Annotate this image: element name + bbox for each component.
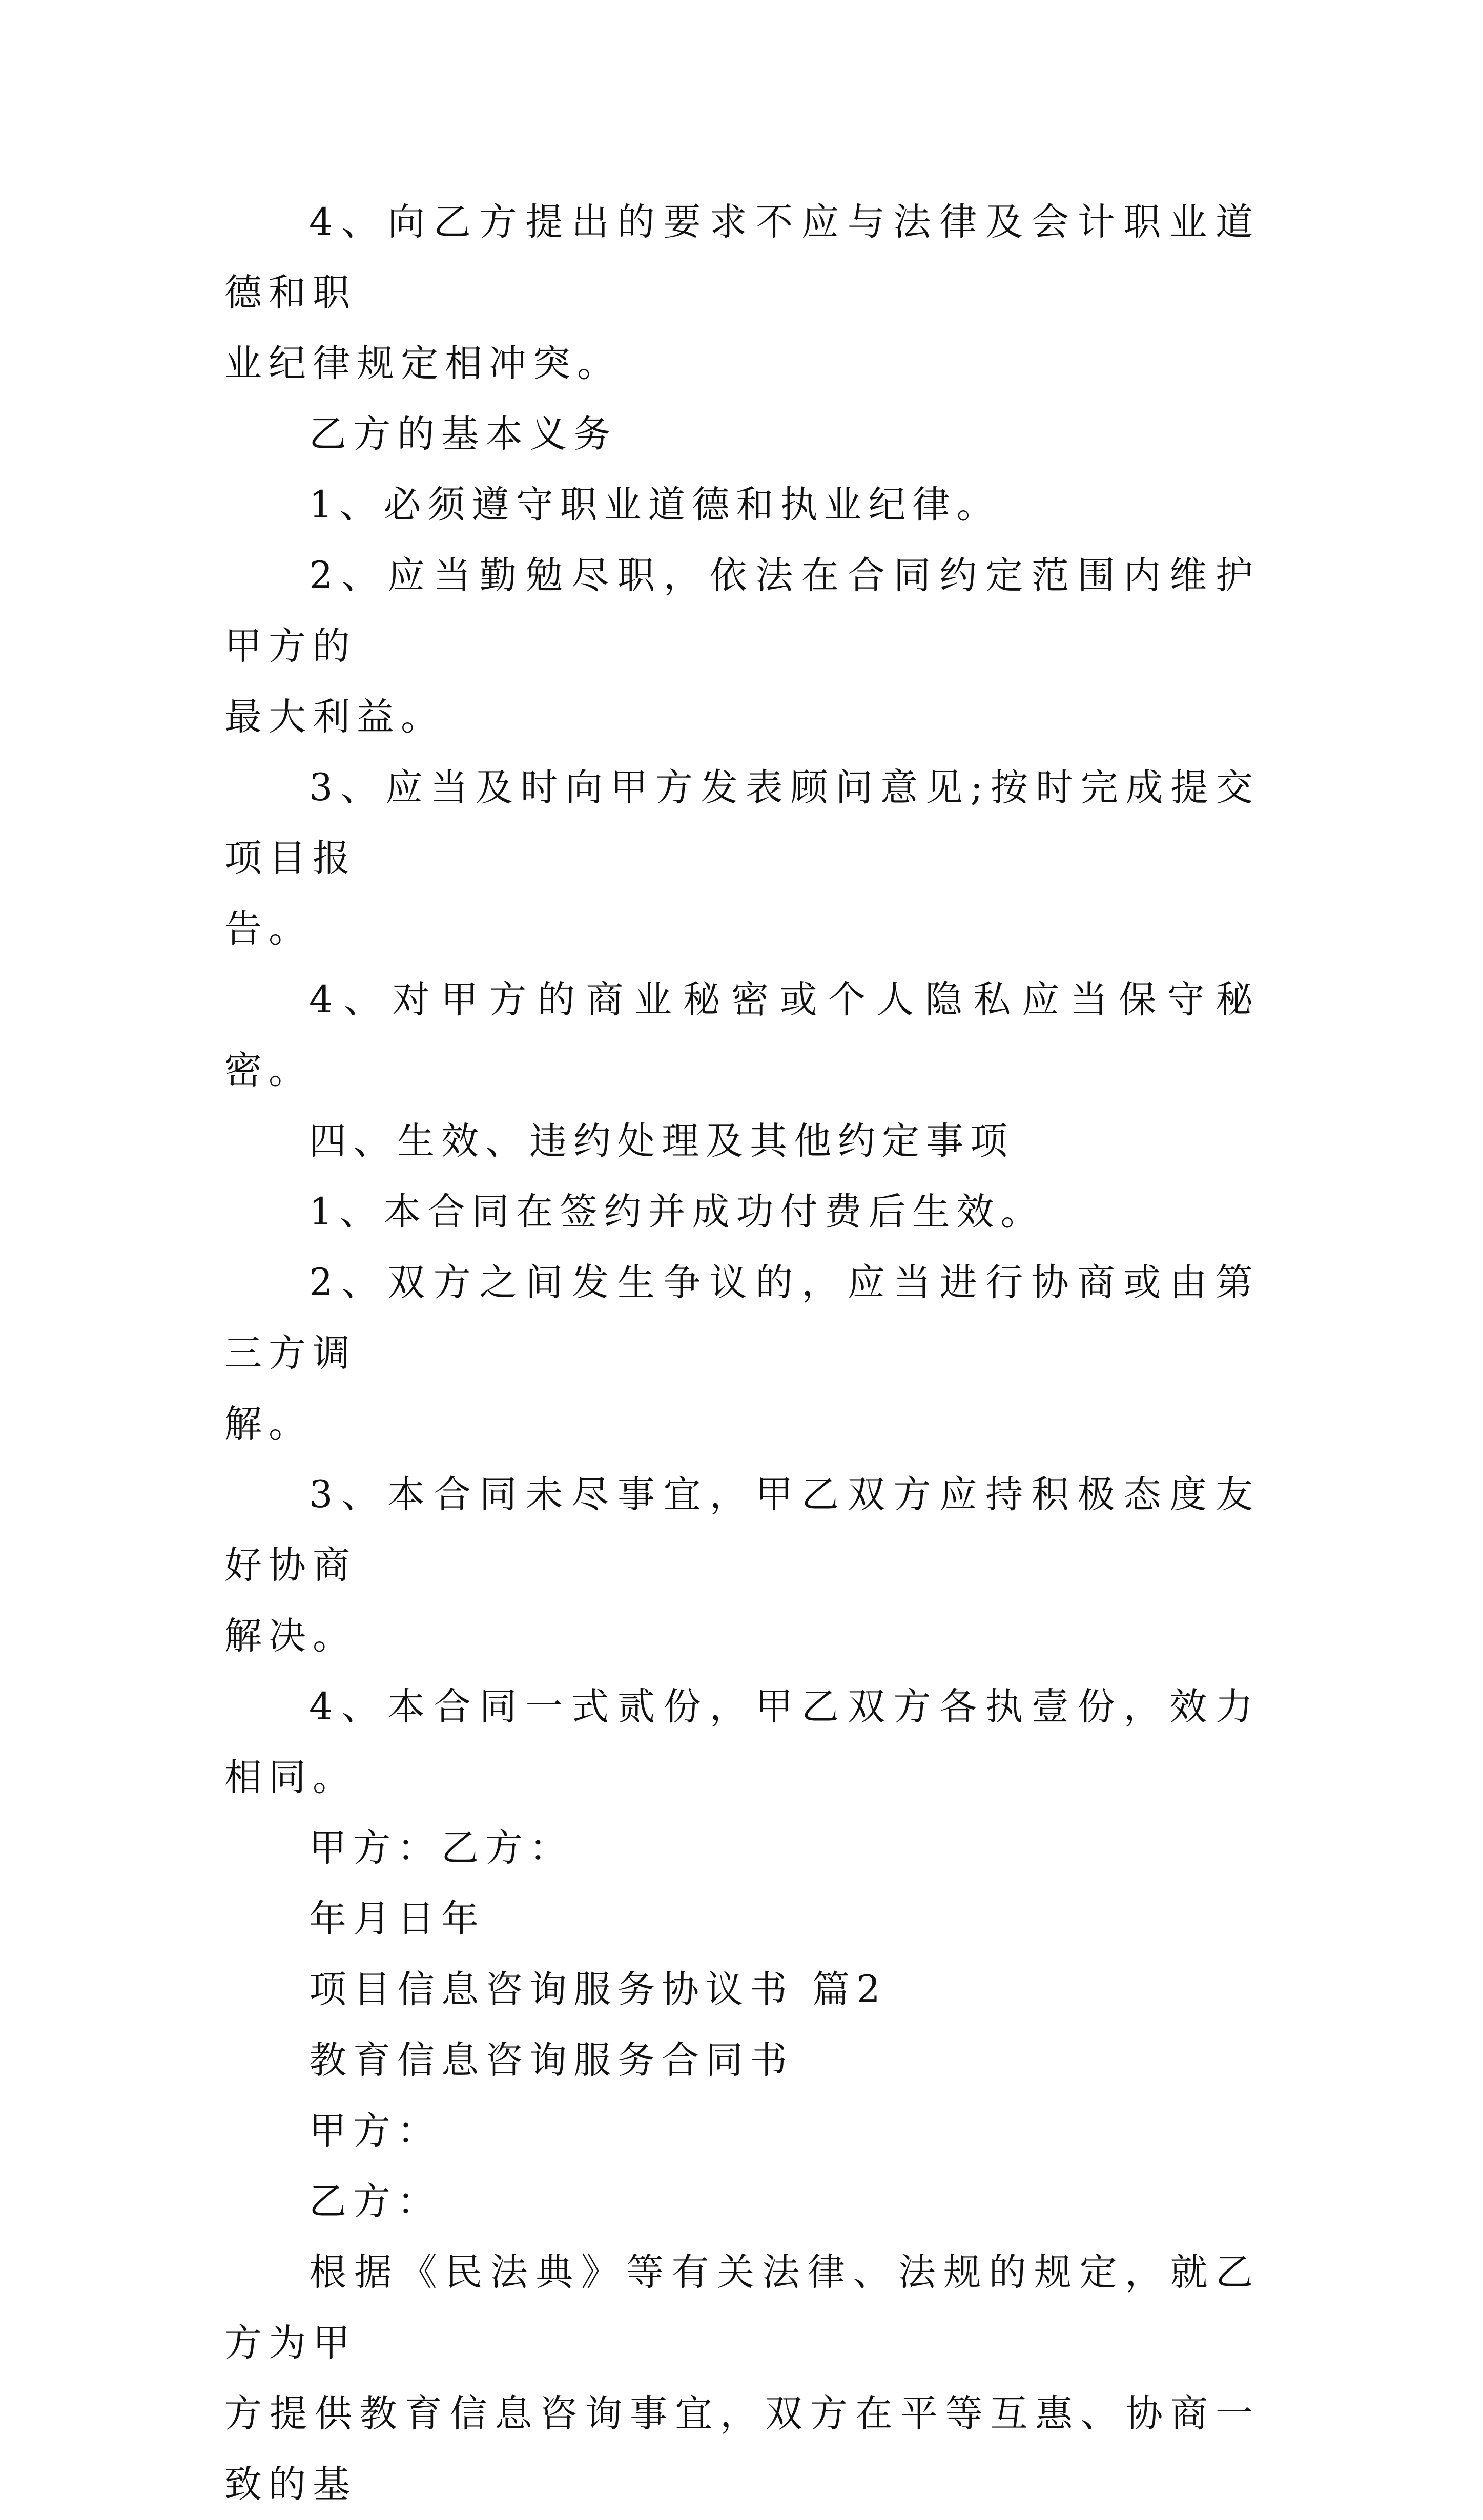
paragraph-line: 根据《民法典》等有关法律、法规的规定，就乙方为甲 [224,2251,1260,2365]
party-b-label: 乙方： [309,2180,441,2223]
paragraph-line: 4、向乙方提出的要求不应与法律及会计职业道德和职 [224,200,1260,315]
section-heading-party-b-duties: 乙方的基本义务 [309,412,617,456]
paragraph-term-2 [224,1247,1260,1460]
paragraph-line: 告。 [224,907,313,951]
document-section-title: 项目信息咨询服务协议书 篇2 [309,1968,887,2011]
paragraph-line: 解。 [224,1402,313,1446]
paragraph-requirement-4 [224,187,1260,399]
paragraph-line: 3、应当及时向甲方发表顾问意见;按时完成提交项目报 [224,766,1260,880]
paragraph-term-4: 4、本合同一式贰份，甲乙双方各执壹份，效力相同。 [224,1685,1260,1799]
paragraph-term-3 [224,1460,1260,1672]
paragraph-duty-4: 4、对甲方的商业秘密或个人隐私应当保守秘密。 [224,978,1260,1092]
paragraph-term-1: 1、本合同在签约并成功付费后生效。 [309,1190,1045,1234]
paragraph-line: 2、双方之间发生争议的，应当进行协商或由第三方调 [224,1261,1260,1375]
paragraph-duty-1: 1、必须遵守职业道德和执业纪律。 [309,483,1001,527]
signature-dates: 年月日年 [309,1897,485,1941]
paragraph-line: 2、应当勤勉尽职，依法在合同约定范围内维护甲方的 [224,554,1260,668]
signature-parties: 甲方：乙方： [309,1826,573,1870]
paragraph-line: 最大利益。 [224,695,445,739]
section-heading-effectiveness: 四、生效、违约处理及其他约定事项 [309,1119,1014,1163]
paragraph-line: 解决。 [224,1614,357,1658]
party-a-label: 甲方： [309,2109,441,2153]
paragraph-line: 业纪律规定相冲突。 [224,342,621,385]
document-body [224,187,1260,2520]
paragraph-line: 方提供教育信息咨询事宜，双方在平等互惠、协商一致的基 [224,2392,1260,2506]
paragraph-preamble [224,2237,1260,2520]
paragraph-line: 3、本合同未尽事宜，甲乙双方应持积极态度友好协商 [224,1473,1260,1587]
contract-title: 教育信息咨询服务合同书 [309,2038,794,2082]
paragraph-duty-2 [224,540,1260,753]
paragraph-duty-3 [224,753,1260,965]
